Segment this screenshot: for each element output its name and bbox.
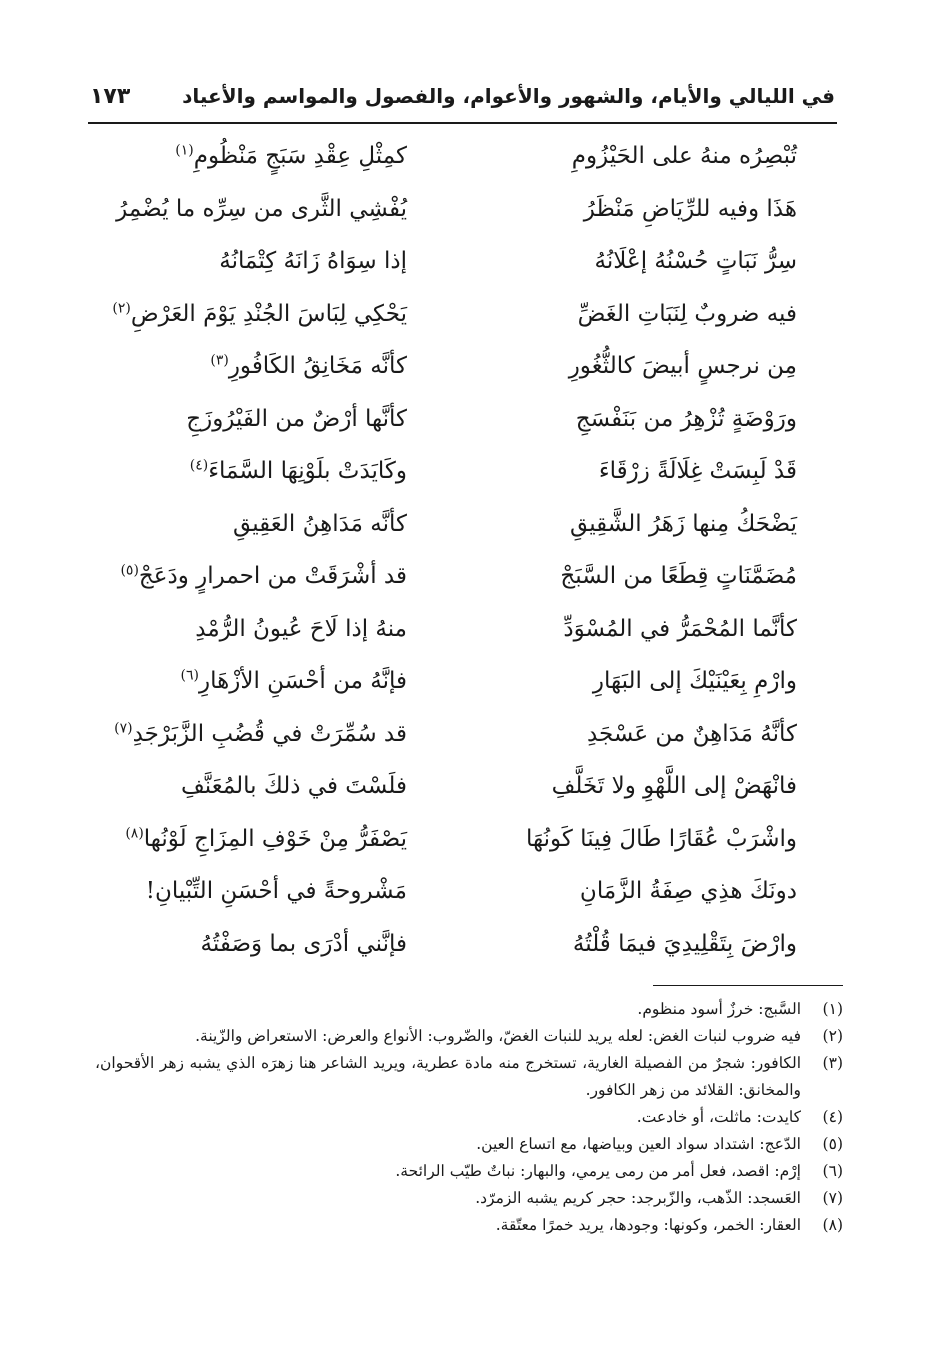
first-hemistich: مِن نرجسٍ أبيضَ كالثُّغُورِ — [568, 353, 797, 379]
footnote — [95, 1158, 843, 1185]
second-hemistich — [97, 760, 407, 813]
verse-line — [97, 918, 797, 971]
verse-line — [97, 183, 797, 236]
footnote — [95, 1104, 843, 1131]
footnote-number: (٦) — [822, 1162, 843, 1180]
first-hemistich: كأنَّهُ مَدَاهِنٌ من عَسْجَدِ — [586, 720, 797, 747]
footnote-number: (٢) — [822, 1027, 843, 1045]
footnote-reference: (٣) — [210, 352, 229, 369]
first-hemistich: واشْرَبْ عُقَارًا طَالَ فِينَا كَونُهَا — [526, 825, 797, 852]
footnote-text: العقار: الخمر، وكونها: وجودها، يريد خمرًا معتّقة. — [495, 1216, 801, 1234]
second-hemistich-text: كأنَّه مَخَانِقُ الكَافُورِ — [228, 353, 407, 379]
footnote-reference: (٤) — [189, 457, 209, 474]
second-hemistich — [97, 393, 407, 446]
verse-line — [97, 288, 797, 341]
footnote-number: (١) — [822, 1000, 843, 1018]
header-rule — [88, 122, 837, 124]
second-hemistich — [97, 865, 407, 918]
first-hemistich: فيه ضروبٌ لِنَبَاتِ الغَضِّ — [577, 300, 797, 327]
footnote-reference: (٨) — [125, 824, 144, 841]
footnote-text: فيه ضروب لنبات الغض: لعله يريد للنبات الغضّ، والضّروب: الأنواع والعرض: الاستعراض والزّينة. — [195, 1027, 801, 1045]
second-hemistich-text: فإنَّهُ من أحْسَنِ الأزْهَارِ — [199, 668, 407, 694]
second-hemistich — [97, 708, 407, 761]
footnote-reference: (٥) — [120, 562, 139, 579]
verse-line — [97, 235, 797, 288]
footnote — [95, 1023, 843, 1050]
footnote-reference: (٢) — [112, 299, 131, 316]
second-hemistich — [97, 498, 407, 551]
second-hemistich-text: يُفْشِي الثَّرى من سِرِّه ما يُضْمِرُ — [116, 195, 407, 222]
verse-line — [97, 865, 797, 918]
footnote-reference: (٦) — [180, 667, 199, 684]
second-hemistich — [97, 918, 407, 971]
second-hemistich-text: إذا سِوَاهُ زَانَهُ كِتْمَانُهُ — [219, 248, 407, 274]
footnote-text: إرْم: اقصد، فعل أمر من رمى يرمي، والبهار: نباتٌ طيّب الرائحة. — [395, 1162, 801, 1180]
second-hemistich-text: مَشْروحةً في أحْسَنِ التِّبْيانِ! — [145, 878, 407, 904]
first-hemistich: وارْضَ بِتَقْلِيدِيَ فيمَا قُلْتُهُ — [572, 930, 797, 957]
verse-line — [97, 655, 797, 708]
second-hemistich — [97, 235, 407, 288]
footnote-text: السَّبج: خرزٌ أسود منظوم. — [637, 1000, 801, 1018]
verse-line — [97, 550, 797, 603]
first-hemistich: سِرُّ نَبَاتٍ حُسْنُهُ إعْلَانُهُ — [594, 248, 797, 274]
footnote-text: كايدت: ماثلت، أو خادعت. — [636, 1108, 801, 1126]
second-hemistich-text: قد أشْرَقَتْ من احمرارٍ ودَعَجْ — [138, 563, 407, 589]
second-hemistich-text: منهُ إذا لَاحَ عُيونُ الرُّمْدِ — [195, 615, 407, 642]
second-hemistich — [97, 183, 407, 236]
footnote — [95, 1212, 843, 1239]
first-hemistich: دونَكَ هذِي صِفَةُ الزَّمَانِ — [579, 878, 797, 904]
second-hemistich-text: كمِثْلِ عِقْدِ سَبَجٍ مَنْظُومِ — [193, 143, 407, 169]
footnote-number: (٥) — [822, 1135, 843, 1153]
footnote-separator — [653, 985, 843, 986]
first-hemistich: مُضَمَّنَاتٍ قِطَعًا من السَّبَجْ — [560, 563, 797, 589]
first-hemistich: فانْهَضْ إلى اللَّهْوِ ولا تَخَلَّفِ — [551, 773, 797, 799]
verse-line — [97, 393, 797, 446]
second-hemistich-text: يَحْكِي لِبَاسَ الجُنْدِ يَوْمَ العَرْضِ — [130, 300, 407, 327]
verse-line — [97, 340, 797, 393]
footnote-reference: (١) — [175, 142, 194, 159]
footnotes — [95, 996, 843, 1239]
verse-line — [97, 445, 797, 498]
first-hemistich: قَدْ لَبِسَتْ غِلَالَةً زرْقَاءَ — [598, 458, 797, 484]
verse-line — [97, 498, 797, 551]
running-title: في الليالي والأيام، والشهور والأعوام، والفصول والمواسم والأعياد — [182, 84, 835, 108]
second-hemistich — [97, 445, 407, 498]
footnote-text: الكافور: شجرٌ من الفصيلة الغارية، تستخرج منه مادة عطرية، ويريد الشاعر هنا زهرَه الذي يشبه زهر الأقحوان، والمخانق: القلائد من زهر الكافور. — [95, 1054, 801, 1099]
second-hemistich-text: كأنَّها أرْضٌ من الفَيْرُوزَجِ — [186, 405, 407, 432]
footnote — [95, 1050, 843, 1104]
poem — [97, 130, 797, 970]
first-hemistich: ورَوْضَةٍ تُزْهِرُ من بَنَفْسَجِ — [575, 405, 797, 432]
second-hemistich — [97, 813, 407, 866]
second-hemistich-text: كأنَّه مَدَاهِنُ العَقِيقِ — [233, 510, 407, 537]
second-hemistich — [97, 550, 407, 603]
verse-line — [97, 708, 797, 761]
first-hemistich: يَضْحَكُ مِنها زَهَرُ الشَّقِيقِ — [570, 510, 797, 537]
second-hemistich-text: وكَايَدَتْ بلَوْنِهَا السَّمَاءَ — [208, 458, 407, 484]
footnote-number: (٨) — [822, 1216, 843, 1234]
footnote — [95, 996, 843, 1023]
first-hemistich: كأنَّما المُحْمَرُّ في المُسْوَدِّ — [563, 615, 797, 642]
second-hemistich — [97, 655, 407, 708]
first-hemistich: تُبْصِرُه منهُ على الحَيْزُومِ — [571, 143, 797, 169]
first-hemistich: وارْمِ بِعَيْنَيْكَ إلى البَهَارِ — [592, 668, 797, 694]
verse-line — [97, 603, 797, 656]
page-header — [90, 80, 835, 120]
second-hemistich-text: قد سُمِّرَتْ في قُضُبِ الزَّبَرْجَدِ — [132, 720, 407, 747]
second-hemistich-text: فإنَّني أدْرَى بما وَصَفْتُهُ — [200, 930, 407, 957]
first-hemistich: هَذَا وفيه للرِّيَاضِ مَنْظَرُ — [583, 195, 797, 222]
footnote-text: الدّعج: اشتداد سواد العين وبياضها، مع اتساع العين. — [476, 1135, 801, 1153]
verse-line — [97, 813, 797, 866]
footnote — [95, 1131, 843, 1158]
second-hemistich-text: فلَسْتَ في ذلكَ بالمُعَنَّفِ — [180, 773, 407, 799]
footnote-number: (٤) — [822, 1108, 843, 1126]
footnote — [95, 1185, 843, 1212]
footnote-number: (٣) — [822, 1054, 843, 1072]
second-hemistich-text: يَصْفَرُّ مِنْ خَوْفِ المِزَاجِ لَوْنُها — [143, 825, 407, 852]
verse-line — [97, 760, 797, 813]
second-hemistich — [97, 340, 407, 393]
verse-line — [97, 130, 797, 183]
page-number: ١٧٣ — [90, 84, 131, 109]
footnote-number: (٧) — [822, 1189, 843, 1207]
footnote-reference: (٧) — [114, 719, 133, 736]
second-hemistich — [97, 288, 407, 341]
second-hemistich — [97, 603, 407, 656]
footnote-text: العَسجد: الذّهب، والزّبرجد: حجر كريم يشبه الزمرّد. — [475, 1189, 801, 1207]
second-hemistich — [97, 130, 407, 183]
